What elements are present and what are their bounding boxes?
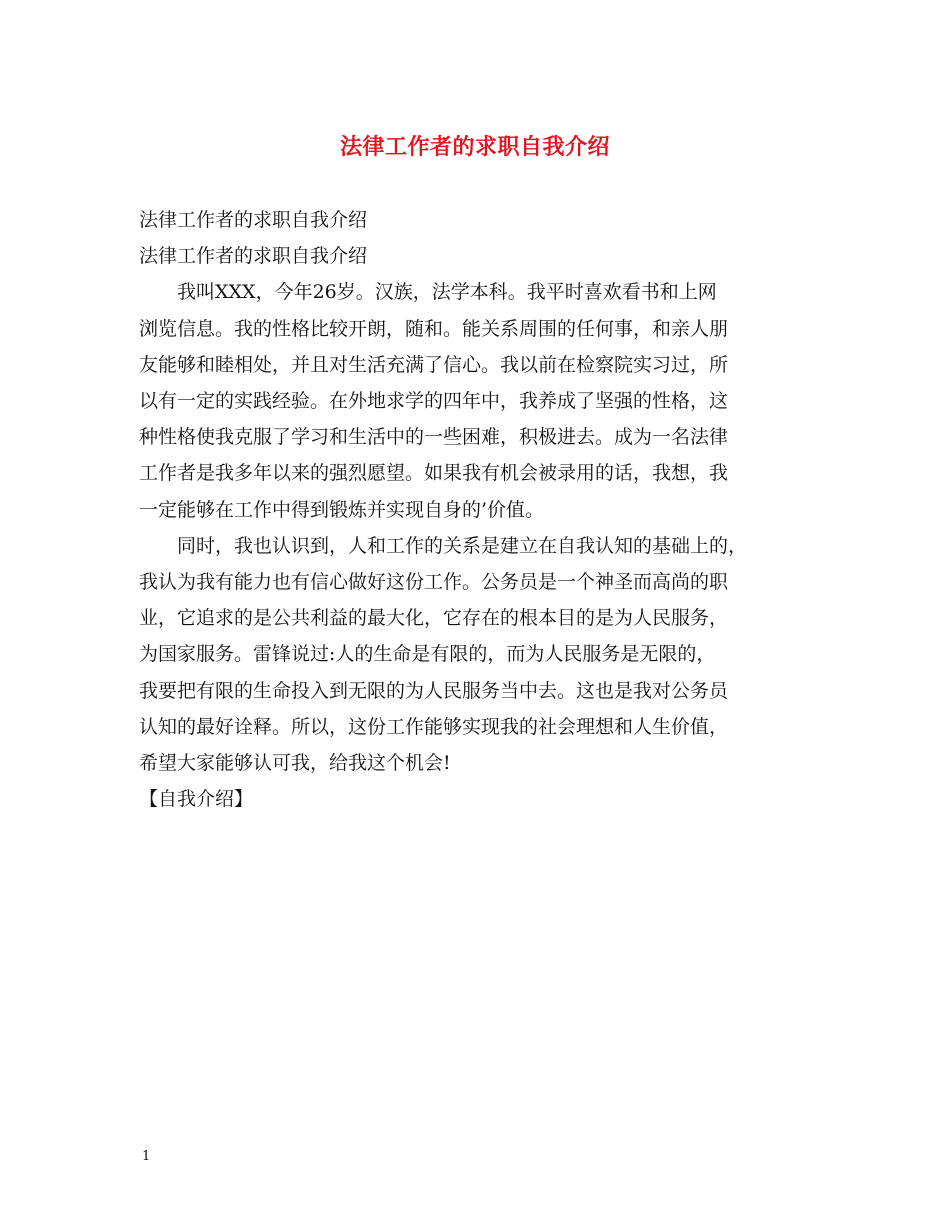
text-line: 种性格使我克服了学习和生活中的一些困难，积极进去。成为一名法律 [139,426,729,449]
text-line: 友能够和睦相处，并且对生活充满了信心。我以前在检察院实习过，所 [139,353,729,376]
paragraph-1 [139,274,829,527]
heading-line: 法律工作者的求职自我介绍 [139,245,368,268]
text-line: 我要把有限的生命投入到无限的为人民服务当中去。这也是我对公务员 [139,679,729,702]
text-line: 一定能够在工作中得到锻炼并实现自身的’价值。 [139,498,545,521]
text-line: 同时，我也认识到，人和工作的关系是建立在自我认知的基础上的， [177,534,748,557]
text-line: 我认为我有能力也有信心做好这份工作。公务员是一个神圣而高尚的职 [139,571,729,594]
text-line: 浏览信息。我的性格比较开朗，随和。能关系周围的任何事，和亲人朋 [139,317,729,340]
text-line: 为国家服务。雷锋说过:人的生命是有限的，而为人民服务是无限的， [139,643,716,666]
heading-line: 法律工作者的求职自我介绍 [139,209,368,231]
document-title: 法律工作者的求职自我介绍 [339,134,610,160]
text-line: 我叫XXX，今年26岁。汉族，法学本科。我平时喜欢看书和上网 [177,281,717,304]
paragraph-2 [139,528,829,781]
tag-line: 【自我介绍】 [139,788,254,811]
text-line: 希望大家能够认可我，给我这个机会! [139,752,451,775]
text-line: 工作者是我多年以来的强烈愿望。如果我有机会被录用的话，我想，我 [139,462,729,485]
text-line: 以有一定的实践经验。在外地求学的四年中，我养成了坚强的性格，这 [139,390,729,413]
page-number: 1 [142,1149,151,1164]
text-line: 认知的最好诠释。所以，这份工作能够实现我的社会理想和人生价值， [139,715,729,738]
document-body [139,202,829,817]
text-line: 业，它追求的是公共利益的最大化，它存在的根本目的是为人民服务， [139,607,729,630]
